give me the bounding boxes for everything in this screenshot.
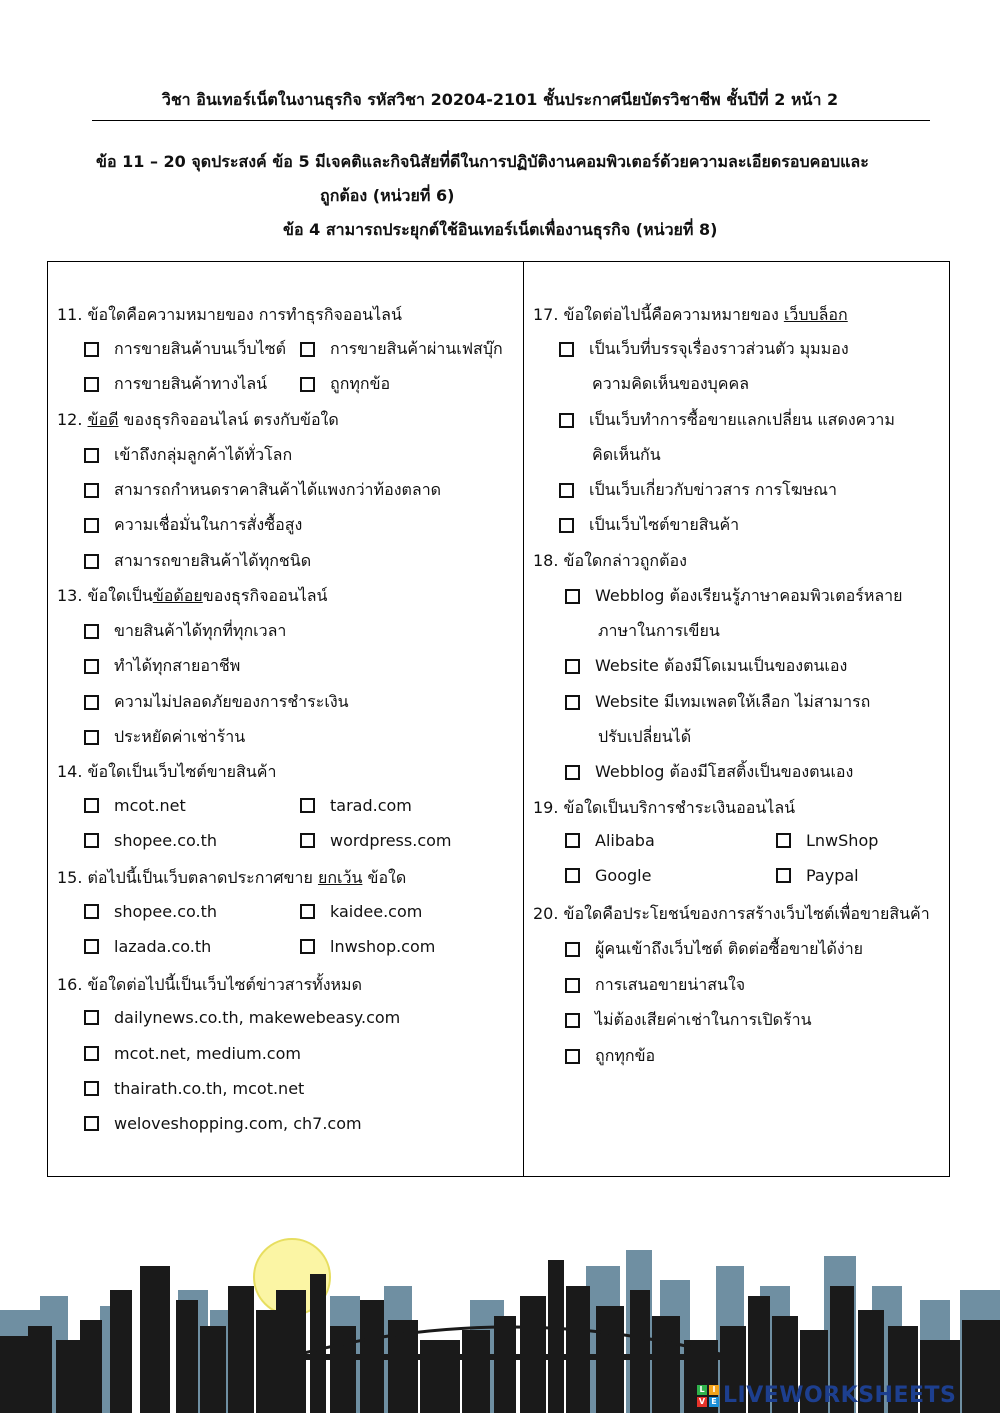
q17-option-b-cont: คิดเห็นกัน [592,445,661,464]
checkbox[interactable] [84,1046,99,1061]
question-14: 14. ข้อใดเป็นเว็บไซต์ขายสินค้า [57,762,277,781]
checkbox[interactable] [559,413,574,428]
q16-option-a[interactable]: dailynews.co.th, makewebeasy.com [84,1008,400,1027]
checkbox[interactable] [84,730,99,745]
q16-option-c[interactable]: thairath.co.th, mcot.net [84,1079,304,1098]
checkbox[interactable] [565,868,580,883]
checkbox[interactable] [559,518,574,533]
question-11: 11. ข้อใดคือความหมายของ การทำธุรกิจออนไลน์ [57,305,402,324]
q12-option-c[interactable]: ความเชื่อมั่นในการสั่งซื้อสูง [84,513,302,538]
logo-text: LIVEWORKSHEETS [723,1383,957,1408]
q12-option-b[interactable]: สามารถกำหนดราคาสินค้าได้แพงกว่าท้องตลาด [84,478,441,503]
q13-option-d[interactable]: ประหยัดค่าเช่าร้าน [84,725,245,750]
checkbox[interactable] [84,695,99,710]
q18-option-a[interactable]: Webblog ต้องเรียนรู้ภาษาคอมพิวเตอร์หลาย [565,584,903,609]
q17-option-d[interactable]: เป็นเว็บไซต์ขายสินค้า [559,513,739,538]
q11-option-d[interactable]: ถูกทุกข้อ [300,372,390,397]
checkbox[interactable] [84,377,99,392]
q16-option-d[interactable]: weloveshopping.com, ch7.com [84,1114,362,1133]
checkbox[interactable] [84,798,99,813]
q11-option-a[interactable]: การขายสินค้าบนเว็บไซต์ [84,337,286,362]
q18-option-a-cont: ภาษาในการเขียน [598,621,720,640]
q19-option-c[interactable]: Google [565,866,651,885]
q15-option-b[interactable]: kaidee.com [300,902,422,921]
q14-option-d[interactable]: wordpress.com [300,831,451,850]
checkbox[interactable] [300,939,315,954]
q13-option-b[interactable]: ทำได้ทุกสายอาชีพ [84,654,240,679]
checkbox[interactable] [565,1049,580,1064]
checkbox[interactable] [84,1081,99,1096]
objective-line-2: ถูกต้อง (หน่วยที่ 6) [320,186,455,205]
checkbox[interactable] [565,978,580,993]
q19-option-b[interactable]: LnwShop [776,831,878,850]
liveworksheets-logo [697,1383,956,1408]
checkbox[interactable] [776,833,791,848]
checkbox[interactable] [84,1010,99,1025]
checkbox[interactable] [84,342,99,357]
checkbox[interactable] [565,942,580,957]
q13-option-a[interactable]: ขายสินค้าได้ทุกที่ทุกเวลา [84,619,286,644]
q18-option-c[interactable]: Website มีเทมเพลตให้เลือก ไม่สามารถ [565,690,870,715]
q11-option-c[interactable]: การขายสินค้าทางไลน์ [84,372,267,397]
checkbox[interactable] [565,833,580,848]
question-18: 18. ข้อใดกล่าวถูกต้อง [533,551,687,570]
checkbox[interactable] [300,904,315,919]
q12-option-a[interactable]: เข้าถึงกลุ่มลูกค้าได้ทั่วโลก [84,443,292,468]
q18-option-c-cont: ปรับเปลี่ยนได้ [598,727,692,746]
q20-option-b[interactable]: การเสนอขายน่าสนใจ [565,973,745,998]
q17-option-a[interactable]: เป็นเว็บที่บรรจุเรื่องราวส่วนตัว มุมมอง [559,337,849,362]
objective-line-1: ข้อ 11 – 20 จุดประสงค์ ข้อ 5 มีเจคติและกิจนิสัยที่ดีในการปฏิบัติงานคอมพิวเตอร์ด้วยความละเอียดรอบคอบและ [96,152,869,171]
question-box [47,261,950,1177]
checkbox[interactable] [84,1116,99,1131]
logo-grid-icon: L I V E [697,1385,719,1407]
question-20: 20. ข้อใดคือประโยชน์ของการสร้างเว็บไซต์เพื่อขายสินค้า [533,904,930,923]
checkbox[interactable] [84,904,99,919]
checkbox[interactable] [84,448,99,463]
question-19: 19. ข้อใดเป็นบริการชำระเงินออนไลน์ [533,798,796,817]
question-13: 13. ข้อใดเป็นข้อด้อยของธุรกิจออนไลน์ [57,586,328,605]
q17-option-a-cont: ความคิดเห็นของบุคคล [592,374,749,393]
checkbox[interactable] [84,624,99,639]
checkbox[interactable] [300,377,315,392]
checkbox[interactable] [300,342,315,357]
question-16: 16. ข้อใดต่อไปนี้เป็นเว็บไซต์ข่าวสารทั้งหมด [57,975,362,994]
checkbox[interactable] [565,1013,580,1028]
header-rule [92,120,930,121]
question-15: 15. ต่อไปนี้เป็นเว็บตลาดประกาศขาย ยกเว้น ข้อใด [57,868,407,887]
checkbox[interactable] [300,833,315,848]
q14-option-b[interactable]: tarad.com [300,796,412,815]
checkbox[interactable] [84,939,99,954]
q15-option-d[interactable]: lnwshop.com [300,937,435,956]
q14-option-a[interactable]: mcot.net [84,796,186,815]
q19-option-a[interactable]: Alibaba [565,831,655,850]
checkbox[interactable] [84,518,99,533]
q16-option-b[interactable]: mcot.net, medium.com [84,1044,301,1063]
q18-option-d[interactable]: Webblog ต้องมีโฮสติ้งเป็นของตนเอง [565,760,853,785]
checkbox[interactable] [565,589,580,604]
q20-option-a[interactable]: ผู้คนเข้าถึงเว็บไซต์ ติดต่อซื้อขายได้ง่าย [565,937,863,962]
q13-option-c[interactable]: ความไม่ปลอดภัยของการชำระเงิน [84,690,349,715]
column-divider [523,262,524,1176]
checkbox[interactable] [559,483,574,498]
q17-option-b[interactable]: เป็นเว็บทำการซื้อขายแลกเปลี่ยน แสดงความ [559,408,895,433]
checkbox[interactable] [84,833,99,848]
q18-option-b[interactable]: Website ต้องมีโดเมนเป็นของตนเอง [565,654,847,679]
q12-option-d[interactable]: สามารถขายสินค้าได้ทุกชนิด [84,549,311,574]
checkbox[interactable] [300,798,315,813]
objective-line-3: ข้อ 4 สามารถประยุกต์ใช้อินเทอร์เน็ตเพื่องานธุรกิจ (หน่วยที่ 8) [283,220,718,239]
checkbox[interactable] [559,342,574,357]
q14-option-c[interactable]: shopee.co.th [84,831,217,850]
checkbox[interactable] [565,765,580,780]
q15-option-c[interactable]: lazada.co.th [84,937,211,956]
question-17: 17. ข้อใดต่อไปนี้คือความหมายของ เว็บบล็อก [533,305,848,324]
q11-option-b[interactable]: การขายสินค้าผ่านเฟสบุ๊ก [300,337,503,362]
checkbox[interactable] [776,868,791,883]
page-header: วิชา อินเทอร์เน็ตในงานธุรกิจ รหัสวิชา 20204-2101 ชั้นประกาศนียบัตรวิชาชีพ ชั้นปีที่ 2 หน้า 2 [161,90,839,109]
q20-option-c[interactable]: ไม่ต้องเสียค่าเช่าในการเปิดร้าน [565,1008,812,1033]
question-12: 12. ข้อดี ของธุรกิจออนไลน์ ตรงกับข้อใด [57,410,339,429]
q17-option-c[interactable]: เป็นเว็บเกี่ยวกับข่าวสาร การโฆษณา [559,478,837,503]
checkbox[interactable] [84,659,99,674]
q15-option-a[interactable]: shopee.co.th [84,902,217,921]
checkbox[interactable] [565,695,580,710]
checkbox[interactable] [84,554,99,569]
checkbox[interactable] [84,483,99,498]
q19-option-d[interactable]: Paypal [776,866,859,885]
q20-option-d[interactable]: ถูกทุกข้อ [565,1044,655,1069]
checkbox[interactable] [565,659,580,674]
